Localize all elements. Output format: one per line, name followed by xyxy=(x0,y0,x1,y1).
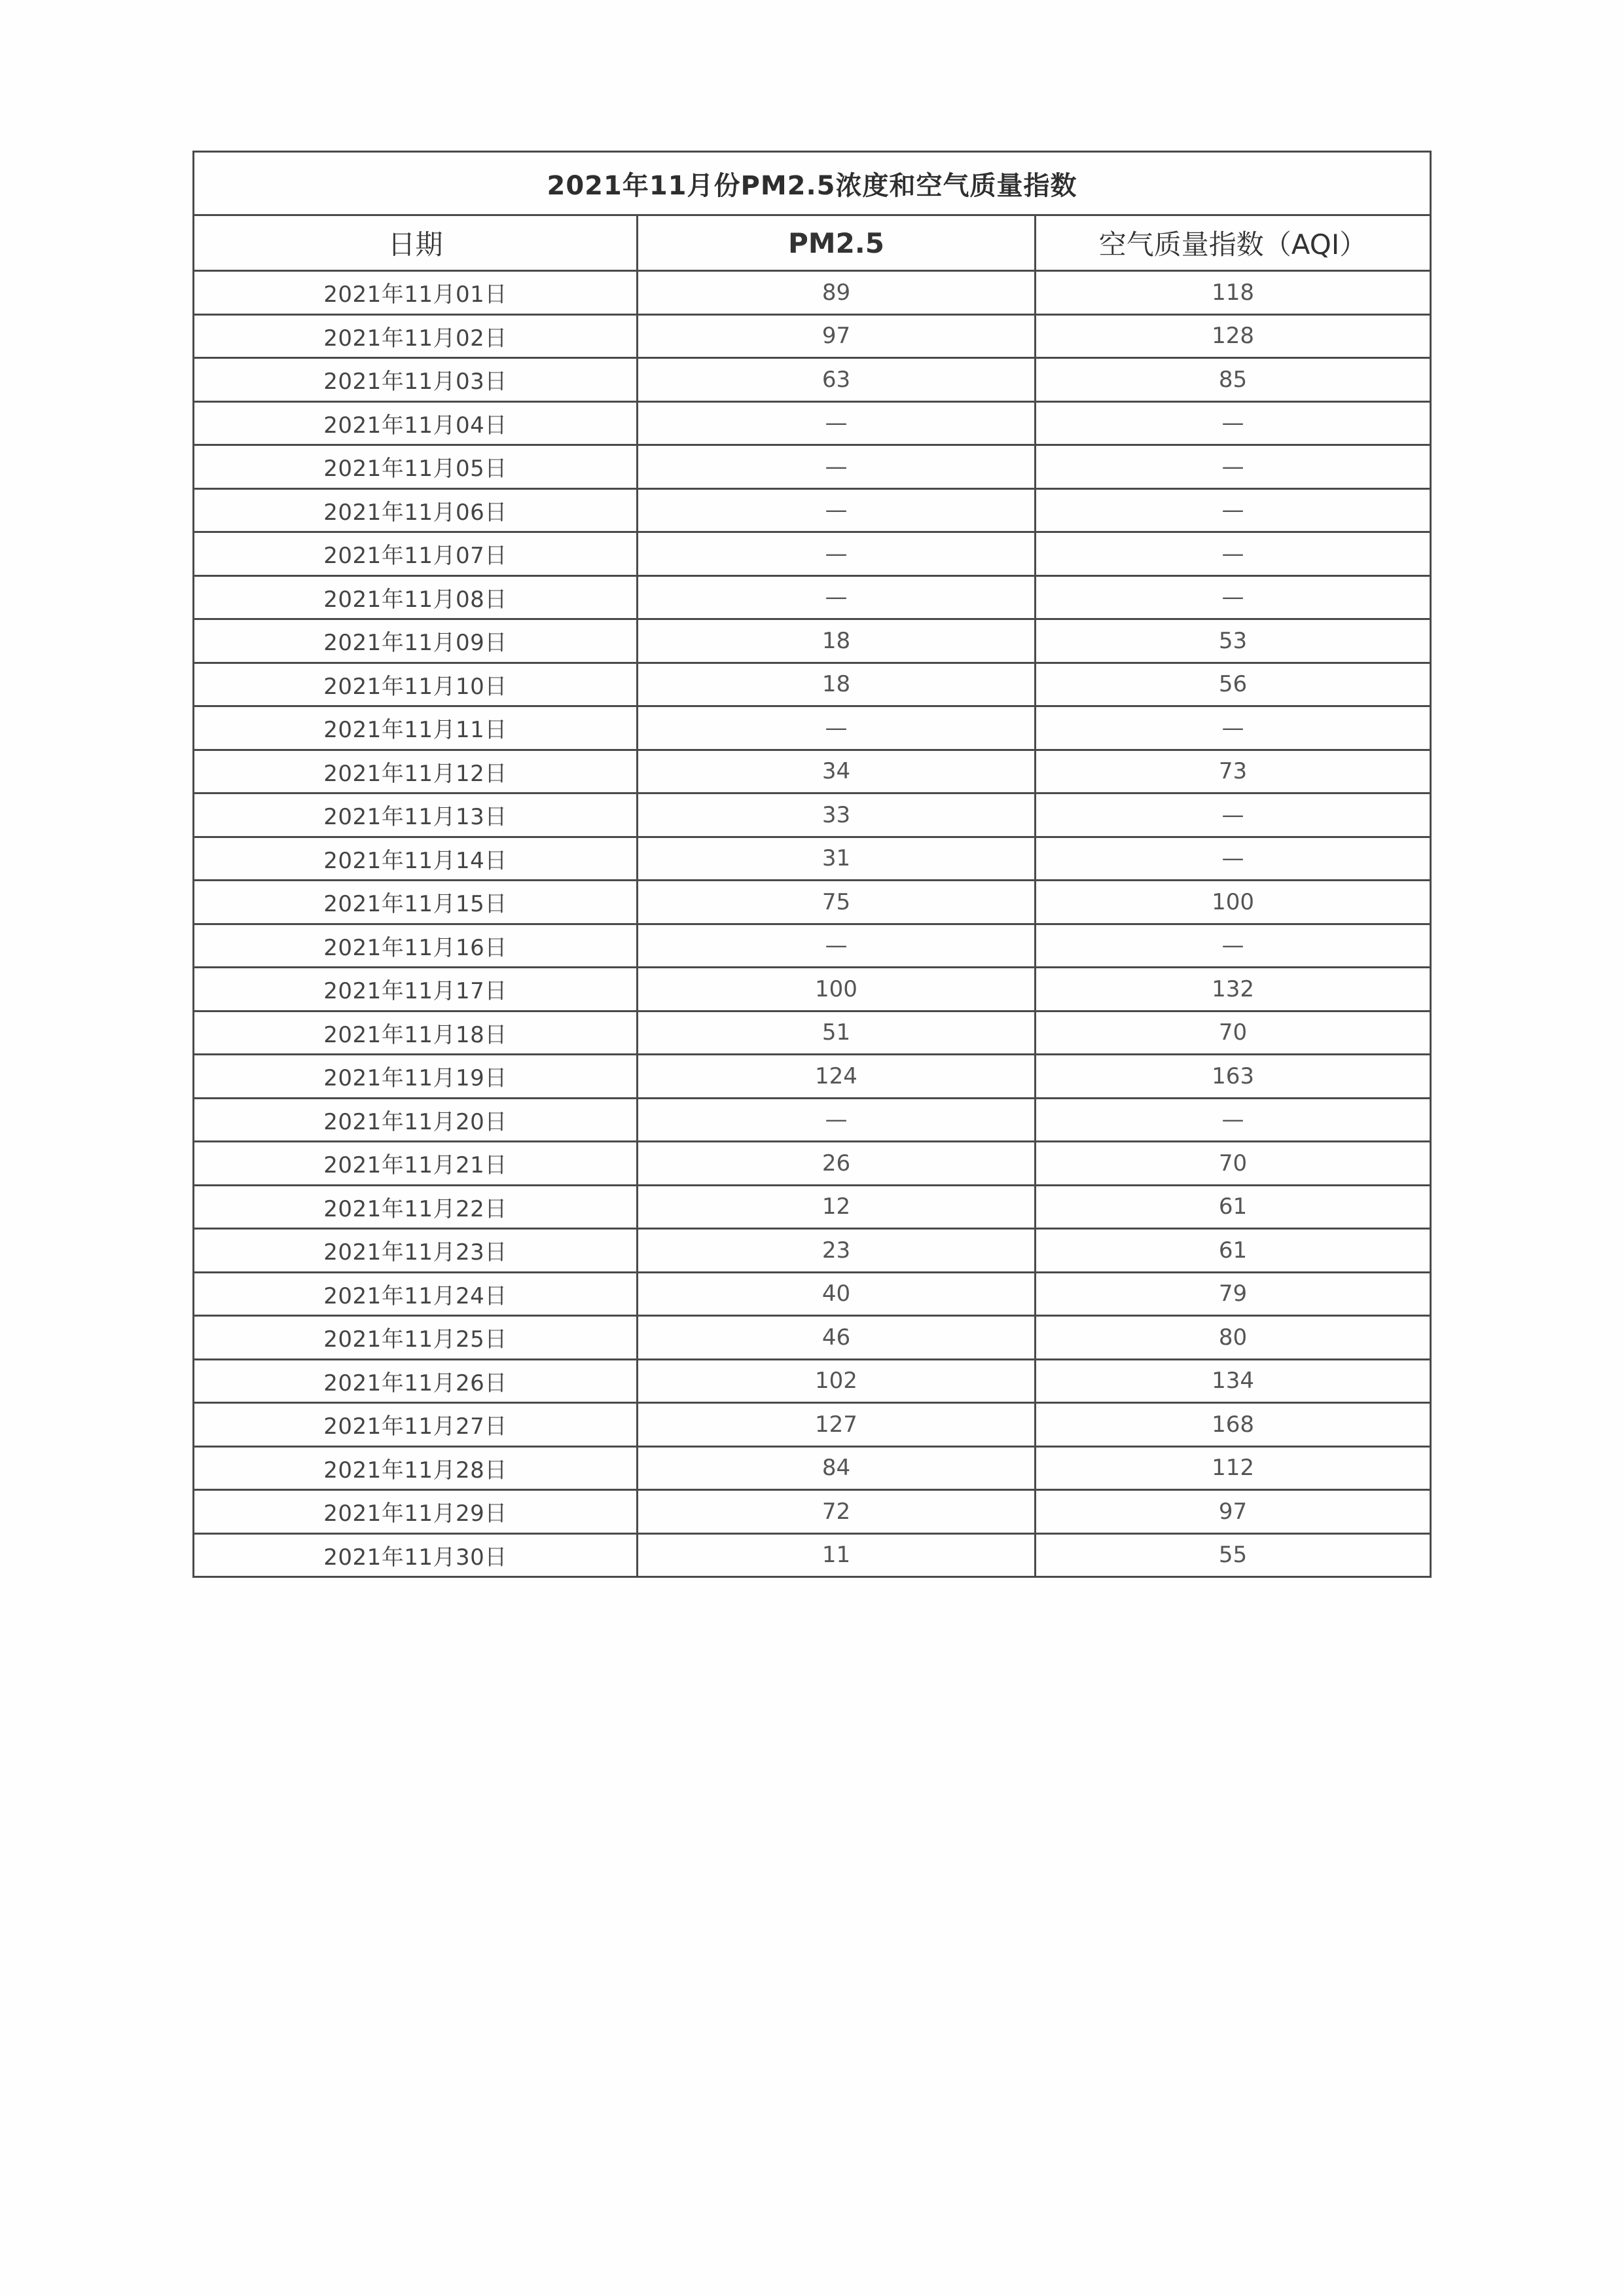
pm25-cell: 63 xyxy=(638,358,1036,402)
date-cell: 2021年11月28日 xyxy=(194,1446,638,1490)
pm25-cell: — xyxy=(638,488,1036,532)
aqi-cell: 97 xyxy=(1036,1490,1431,1534)
date-cell: 2021年11月03日 xyxy=(194,358,638,402)
pm25-cell: 97 xyxy=(638,314,1036,358)
date-cell: 2021年11月23日 xyxy=(194,1229,638,1273)
date-cell: 2021年11月06日 xyxy=(194,488,638,532)
pm25-aqi-table xyxy=(192,151,1432,1578)
aqi-cell: 61 xyxy=(1036,1185,1431,1229)
date-cell: 2021年11月18日 xyxy=(194,1011,638,1055)
date-cell: 2021年11月30日 xyxy=(194,1533,638,1577)
aqi-cell: — xyxy=(1036,706,1431,750)
date-cell: 2021年11月15日 xyxy=(194,881,638,924)
table-row xyxy=(194,1359,1431,1403)
aqi-cell: 53 xyxy=(1036,619,1431,663)
date-cell: 2021年11月20日 xyxy=(194,1098,638,1142)
pm25-cell: — xyxy=(638,401,1036,445)
date-cell: 2021年11月09日 xyxy=(194,619,638,663)
pm25-cell: 11 xyxy=(638,1533,1036,1577)
aqi-cell: 70 xyxy=(1036,1142,1431,1186)
aqi-cell: 70 xyxy=(1036,1011,1431,1055)
table-row xyxy=(194,1490,1431,1534)
table-row xyxy=(194,793,1431,837)
date-cell: 2021年11月17日 xyxy=(194,968,638,1011)
pm25-cell: 89 xyxy=(638,271,1036,315)
aqi-cell: — xyxy=(1036,401,1431,445)
date-cell: 2021年11月24日 xyxy=(194,1272,638,1316)
table-row xyxy=(194,1055,1431,1099)
pm25-cell: — xyxy=(638,706,1036,750)
date-cell: 2021年11月16日 xyxy=(194,924,638,968)
aqi-cell: 134 xyxy=(1036,1359,1431,1403)
aqi-cell: 112 xyxy=(1036,1446,1431,1490)
table-row xyxy=(194,445,1431,489)
aqi-cell: 85 xyxy=(1036,358,1431,402)
table-row xyxy=(194,750,1431,793)
aqi-cell: 61 xyxy=(1036,1229,1431,1273)
pm25-cell: 100 xyxy=(638,968,1036,1011)
pm25-cell: 75 xyxy=(638,881,1036,924)
aqi-cell: 132 xyxy=(1036,968,1431,1011)
pm25-cell: 23 xyxy=(638,1229,1036,1273)
aqi-cell: 55 xyxy=(1036,1533,1431,1577)
pm25-cell: 72 xyxy=(638,1490,1036,1534)
date-cell: 2021年11月25日 xyxy=(194,1316,638,1360)
date-cell: 2021年11月11日 xyxy=(194,706,638,750)
pm25-cell: 102 xyxy=(638,1359,1036,1403)
date-cell: 2021年11月10日 xyxy=(194,663,638,706)
aqi-cell: — xyxy=(1036,837,1431,881)
date-cell: 2021年11月26日 xyxy=(194,1359,638,1403)
table-row xyxy=(194,314,1431,358)
aqi-cell: — xyxy=(1036,1098,1431,1142)
date-cell: 2021年11月13日 xyxy=(194,793,638,837)
table-row xyxy=(194,706,1431,750)
pm25-cell: 12 xyxy=(638,1185,1036,1229)
date-cell: 2021年11月29日 xyxy=(194,1490,638,1534)
aqi-cell: — xyxy=(1036,793,1431,837)
date-cell: 2021年11月08日 xyxy=(194,575,638,619)
aqi-cell: 80 xyxy=(1036,1316,1431,1360)
aqi-cell: 56 xyxy=(1036,663,1431,706)
table-row xyxy=(194,1446,1431,1490)
header-row xyxy=(194,215,1431,271)
column-header-aqi: 空气质量指数（AQI） xyxy=(1036,215,1431,271)
pm25-cell: — xyxy=(638,924,1036,968)
date-cell: 2021年11月01日 xyxy=(194,271,638,315)
date-cell: 2021年11月02日 xyxy=(194,314,638,358)
aqi-cell: — xyxy=(1036,575,1431,619)
date-cell: 2021年11月14日 xyxy=(194,837,638,881)
pm25-cell: 51 xyxy=(638,1011,1036,1055)
aqi-cell: — xyxy=(1036,445,1431,489)
pm25-cell: — xyxy=(638,445,1036,489)
aqi-cell: — xyxy=(1036,488,1431,532)
table-row xyxy=(194,1229,1431,1273)
table-row xyxy=(194,358,1431,402)
aqi-cell: 168 xyxy=(1036,1403,1431,1447)
pm25-cell: 46 xyxy=(638,1316,1036,1360)
table-row xyxy=(194,1185,1431,1229)
table-row xyxy=(194,663,1431,706)
table-row xyxy=(194,1142,1431,1186)
pm25-cell: 18 xyxy=(638,619,1036,663)
table-row xyxy=(194,532,1431,576)
date-cell: 2021年11月21日 xyxy=(194,1142,638,1186)
date-cell: 2021年11月07日 xyxy=(194,532,638,576)
table-row xyxy=(194,401,1431,445)
table-row xyxy=(194,488,1431,532)
table-row xyxy=(194,1316,1431,1360)
aqi-cell: 118 xyxy=(1036,271,1431,315)
date-cell: 2021年11月22日 xyxy=(194,1185,638,1229)
aqi-cell: 100 xyxy=(1036,881,1431,924)
aqi-cell: 73 xyxy=(1036,750,1431,793)
date-cell: 2021年11月12日 xyxy=(194,750,638,793)
date-cell: 2021年11月04日 xyxy=(194,401,638,445)
pm25-cell: 124 xyxy=(638,1055,1036,1099)
table-row xyxy=(194,575,1431,619)
table-row xyxy=(194,271,1431,315)
table-row xyxy=(194,1533,1431,1577)
table-row xyxy=(194,619,1431,663)
table-row xyxy=(194,1098,1431,1142)
table-title: 2021年11月份PM2.5浓度和空气质量指数 xyxy=(194,152,1431,215)
date-cell: 2021年11月05日 xyxy=(194,445,638,489)
date-cell: 2021年11月27日 xyxy=(194,1403,638,1447)
table-row xyxy=(194,837,1431,881)
pm25-cell: — xyxy=(638,1098,1036,1142)
table-row xyxy=(194,1403,1431,1447)
column-header-pm25: PM2.5 xyxy=(638,215,1036,271)
pm25-cell: 84 xyxy=(638,1446,1036,1490)
pm25-cell: 18 xyxy=(638,663,1036,706)
pm25-cell: 33 xyxy=(638,793,1036,837)
pm25-cell: — xyxy=(638,532,1036,576)
aqi-cell: 128 xyxy=(1036,314,1431,358)
title-row xyxy=(194,152,1431,215)
aqi-cell: 79 xyxy=(1036,1272,1431,1316)
pm25-cell: — xyxy=(638,575,1036,619)
aqi-cell: — xyxy=(1036,924,1431,968)
date-cell: 2021年11月19日 xyxy=(194,1055,638,1099)
aqi-cell: 163 xyxy=(1036,1055,1431,1099)
table-row xyxy=(194,924,1431,968)
table-row xyxy=(194,881,1431,924)
table-body xyxy=(194,271,1431,1577)
column-header-date: 日期 xyxy=(194,215,638,271)
table-row xyxy=(194,1272,1431,1316)
table-row xyxy=(194,968,1431,1011)
pm25-cell: 34 xyxy=(638,750,1036,793)
pm25-cell: 26 xyxy=(638,1142,1036,1186)
pm25-cell: 31 xyxy=(638,837,1036,881)
table-row xyxy=(194,1011,1431,1055)
aqi-cell: — xyxy=(1036,532,1431,576)
pm25-cell: 127 xyxy=(638,1403,1036,1447)
pm25-cell: 40 xyxy=(638,1272,1036,1316)
